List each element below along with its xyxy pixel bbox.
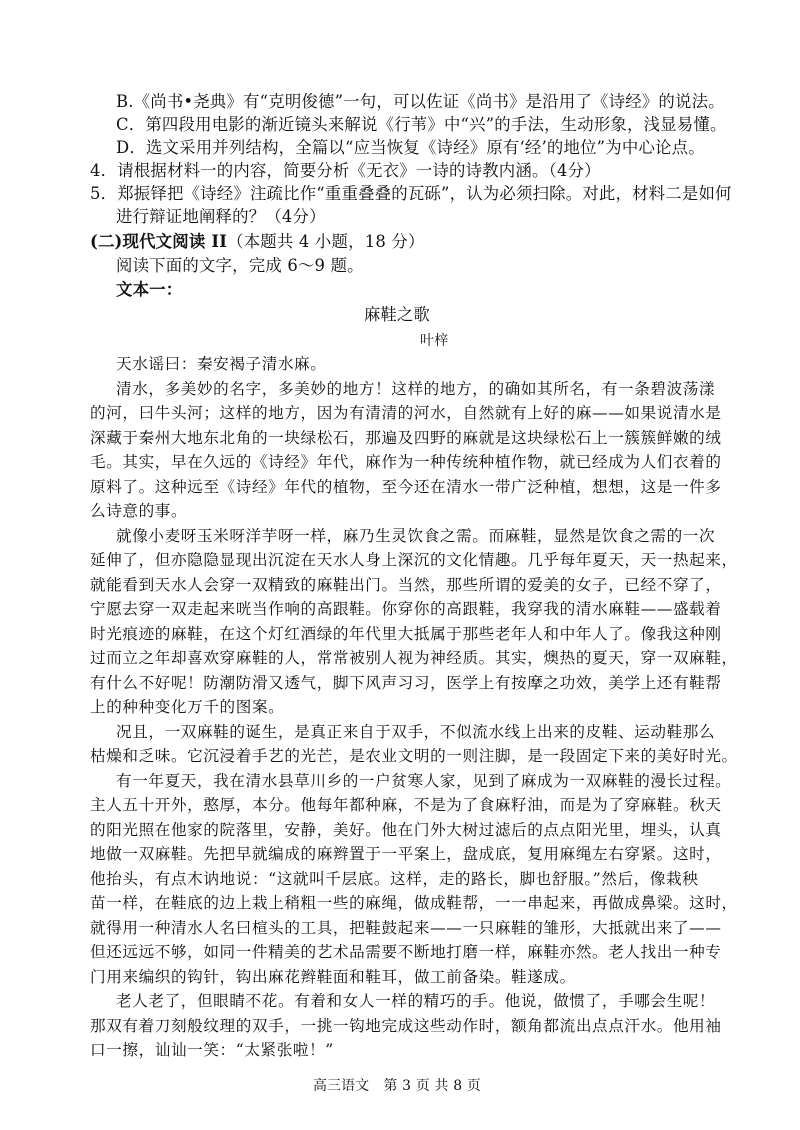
article-line: 主人五十开外，憨厚，本分。他每年都种麻，不是为了食麻籽油，而是为了穿麻鞋。秋天: [90, 796, 722, 814]
article-line: 口一擦，讪讪一笑：“太紧张啦！”: [90, 1041, 334, 1059]
article-line: 的阳光照在他家的院落里，安静，美好。他在门外大树过滤后的点点阳光里，埋头，认真: [90, 821, 722, 839]
section-heading: [90, 230, 425, 254]
article-title: 麻鞋之歌: [364, 305, 430, 324]
article-line: 苗一样，在鞋底的边上栽上稍粗一些的麻绳，做成鞋帮，一一串起来，再做成鼻梁。这时，: [90, 894, 738, 912]
article-line: 清水，多美妙的名字，多美妙的地方！这样的地方，的确如其所名，有一条碧波荡漾: [116, 380, 716, 398]
article-line: 但还远远不够，如同一件精美的艺术品需要不断地打磨一样，麻鞋亦然。老人找出一种专: [90, 943, 722, 961]
question-5-continued: 进行辩证地阐释的？（4分）: [116, 207, 326, 226]
article-line: 况且，一双麻鞋的诞生，是真正来自于双手，不似流水线上出来的皮鞋、运动鞋那么: [116, 723, 716, 741]
page-footer: 高三语文 第 3 页 共 8 页: [312, 1078, 481, 1094]
section-heading-title: (二)现代文阅读 II: [90, 232, 228, 251]
text-label: 文本一：: [116, 280, 183, 299]
article-line: 原料了。这种远至《诗经》年代的植物，至今还在清水一带广泛种植，想想，这是一件多: [90, 478, 722, 496]
article-line: 时光痕迹的麻鞋，在这个灯红酒绿的年代里大抵属于那些老年人和中年人了。像我这种刚: [90, 625, 722, 643]
option-d: D．选文采用并列结构，全篇以“应当恢复《诗经》原有‘经’的地位”为中心论点。: [116, 138, 705, 157]
article-line: 么诗意的事。: [90, 502, 188, 520]
article-line: 就能看到天水人会穿一双精致的麻鞋出门。当然，那些所谓的爱美的女子，已经不穿了，: [90, 576, 722, 594]
article-line: 就像小麦呀玉米呀洋芋呀一样，麻乃生灵饮食之需。而麻鞋，显然是饮食之需的一次: [116, 527, 716, 545]
article-line: 有一年夏天，我在清水县草川乡的一户贫寒人家，见到了麻成为一双麻鞋的漫长过程。: [116, 772, 732, 790]
article-author: 叶梓: [420, 333, 449, 349]
article-line: 宁愿去穿一双走起来咣当作响的高跟鞋。你穿你的高跟鞋，我穿我的清水麻鞋——盛载着: [90, 600, 722, 618]
question-4: 4．请根据材料一的内容，简要分析《无衣》一诗的诗教内涵。（4分）: [90, 161, 601, 180]
article-line: 延伸了，但亦隐隐显现出沉淀在天水人身上深沉的文化情趣。几乎每年夏天，天一热起来，: [90, 551, 738, 569]
article-line: 地做一双麻鞋。先把早就编成的麻辫置于一平案上，盘成底，复用麻绳左右穿紧。这时，: [90, 845, 722, 863]
section-instruction: 阅读下面的文字，完成 6～9 题。: [116, 256, 364, 275]
article-line: 过而立之年却喜欢穿麻鞋的人，常常被别人视为神经质。其实，燠热的夏天，穿一双麻鞋，: [90, 649, 738, 667]
article-line: 的河，曰牛头河；这样的地方，因为有清清的河水，自然就有上好的麻——如果说清水是: [90, 404, 722, 422]
article-line: 他抬头，有点木讷地说：“这就叫千层底。这样，走的路长，脚也舒服。”然后，像栽秧: [90, 870, 699, 888]
option-c: C．第四段用电影的渐近镜头来解说《行苇》中“兴”的手法，生动形象，浅显易懂。: [116, 115, 727, 134]
question-5: 5．郑振铎把《诗经》注疏比作“重重叠叠的瓦砾”，认为必须扫除。对此，材料二是如何: [90, 184, 732, 203]
article-line: 门用来编织的钩针，钩出麻花辫鞋面和鞋耳，做工前备染。鞋遂成。: [90, 968, 576, 986]
article-line: 老人老了，但眼睛不花。有着和女人一样的精巧的手。他说，做惯了，手哪会生呢！: [116, 992, 716, 1010]
article-line: 有什么不好呢！防潮防滑又透气，脚下风声习习，医学上有按摩之功效，美学上还有鞋帮: [90, 674, 722, 692]
article-line: 枯燥和乏味。它沉浸着手艺的光芒，是农业文明的一则注脚，是一段固定下来的美好时光。: [90, 747, 738, 765]
article-line: 上的种种变化万千的图案。: [90, 698, 285, 716]
section-heading-note: （本题共 4 小题，18 分）: [227, 232, 425, 251]
article-line: 就得用一种清水人名曰楦头的工具，把鞋鼓起来——一只麻鞋的雏形，大抵就出来了——: [90, 919, 722, 937]
option-b: B.《尚书•尧典》有“克明俊德”一句，可以佐证《尚书》是沿用了《诗经》的说法。: [116, 92, 725, 111]
article-line: 那双有着刀刻般纹理的双手，一挑一钩地完成这些动作时，额角都流出点点汗水。他用袖: [90, 1017, 722, 1035]
article-line: 深藏于秦州大地东北角的一块绿松石，那遍及四野的麻就是这块绿松石上一簇簇鲜嫩的绒: [90, 429, 722, 447]
article-line: 天水谣曰：秦安褐子清水麻。: [116, 355, 327, 373]
article-line: 毛。其实，早在久远的《诗经》年代，麻作为一种传统种植作物，就已经成为人们衣着的: [90, 453, 722, 471]
